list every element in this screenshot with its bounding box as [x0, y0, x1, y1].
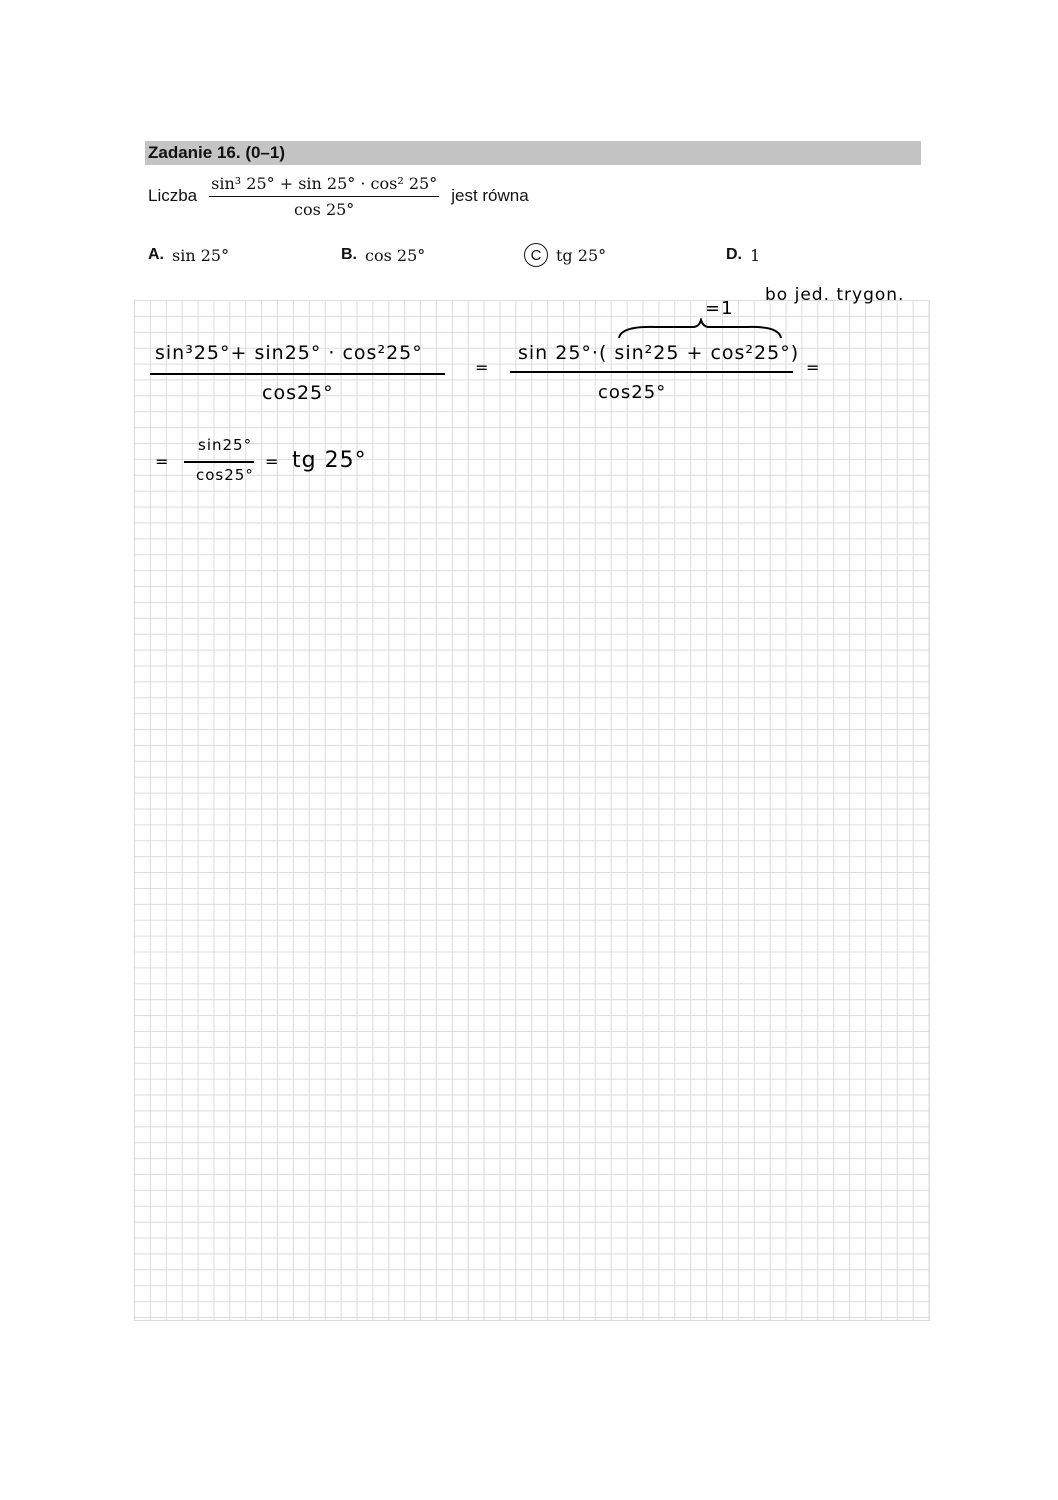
equals-3: = — [155, 452, 170, 471]
note-identity: bo jed. trygon. — [765, 285, 905, 305]
frac3-numerator: sin25° — [198, 436, 253, 454]
grid-paper — [134, 300, 930, 1321]
equals-4: = — [265, 452, 280, 471]
answer-value: sin 25° — [172, 245, 230, 265]
question-denominator: cos 25° — [294, 199, 355, 219]
final-result: tg 25° — [292, 448, 367, 473]
answer-value: 1 — [750, 245, 761, 265]
question-fraction — [209, 174, 439, 219]
answer-b[interactable] — [341, 242, 425, 268]
answer-letter-circled: C — [524, 243, 548, 267]
answer-letter: B. — [341, 246, 357, 263]
answer-d[interactable] — [726, 242, 760, 268]
task-header: Zadanie 16. (0–1) — [145, 141, 921, 165]
question — [148, 168, 529, 224]
answer-a[interactable] — [148, 242, 229, 268]
frac3-line — [184, 461, 254, 463]
answer-options — [0, 242, 1058, 268]
equals-2: = — [806, 358, 821, 377]
frac1-line — [150, 373, 445, 375]
overbrace-icon — [615, 318, 785, 344]
answer-c[interactable] — [524, 242, 606, 268]
frac1-numerator: sin³25°+ sin25° · cos²25° — [155, 342, 423, 364]
equals-1: = — [475, 358, 490, 377]
frac2-numerator: sin 25°·( sin²25 + cos²25°) — [518, 342, 800, 364]
question-numerator: sin³ 25° + sin 25° · cos² 25° — [209, 174, 439, 197]
frac2-line — [510, 371, 793, 373]
frac1-denominator: cos25° — [262, 382, 334, 404]
answer-value: tg 25° — [556, 245, 607, 265]
answer-letter: D. — [726, 246, 742, 263]
note-equals-one: =1 — [705, 298, 734, 319]
question-prefix: Liczba — [148, 186, 198, 205]
frac3-denominator: cos25° — [196, 466, 254, 484]
question-suffix: jest równa — [451, 186, 529, 205]
answer-letter: A. — [148, 246, 164, 263]
frac2-denominator: cos25° — [598, 382, 667, 403]
answer-value: cos 25° — [365, 245, 426, 265]
